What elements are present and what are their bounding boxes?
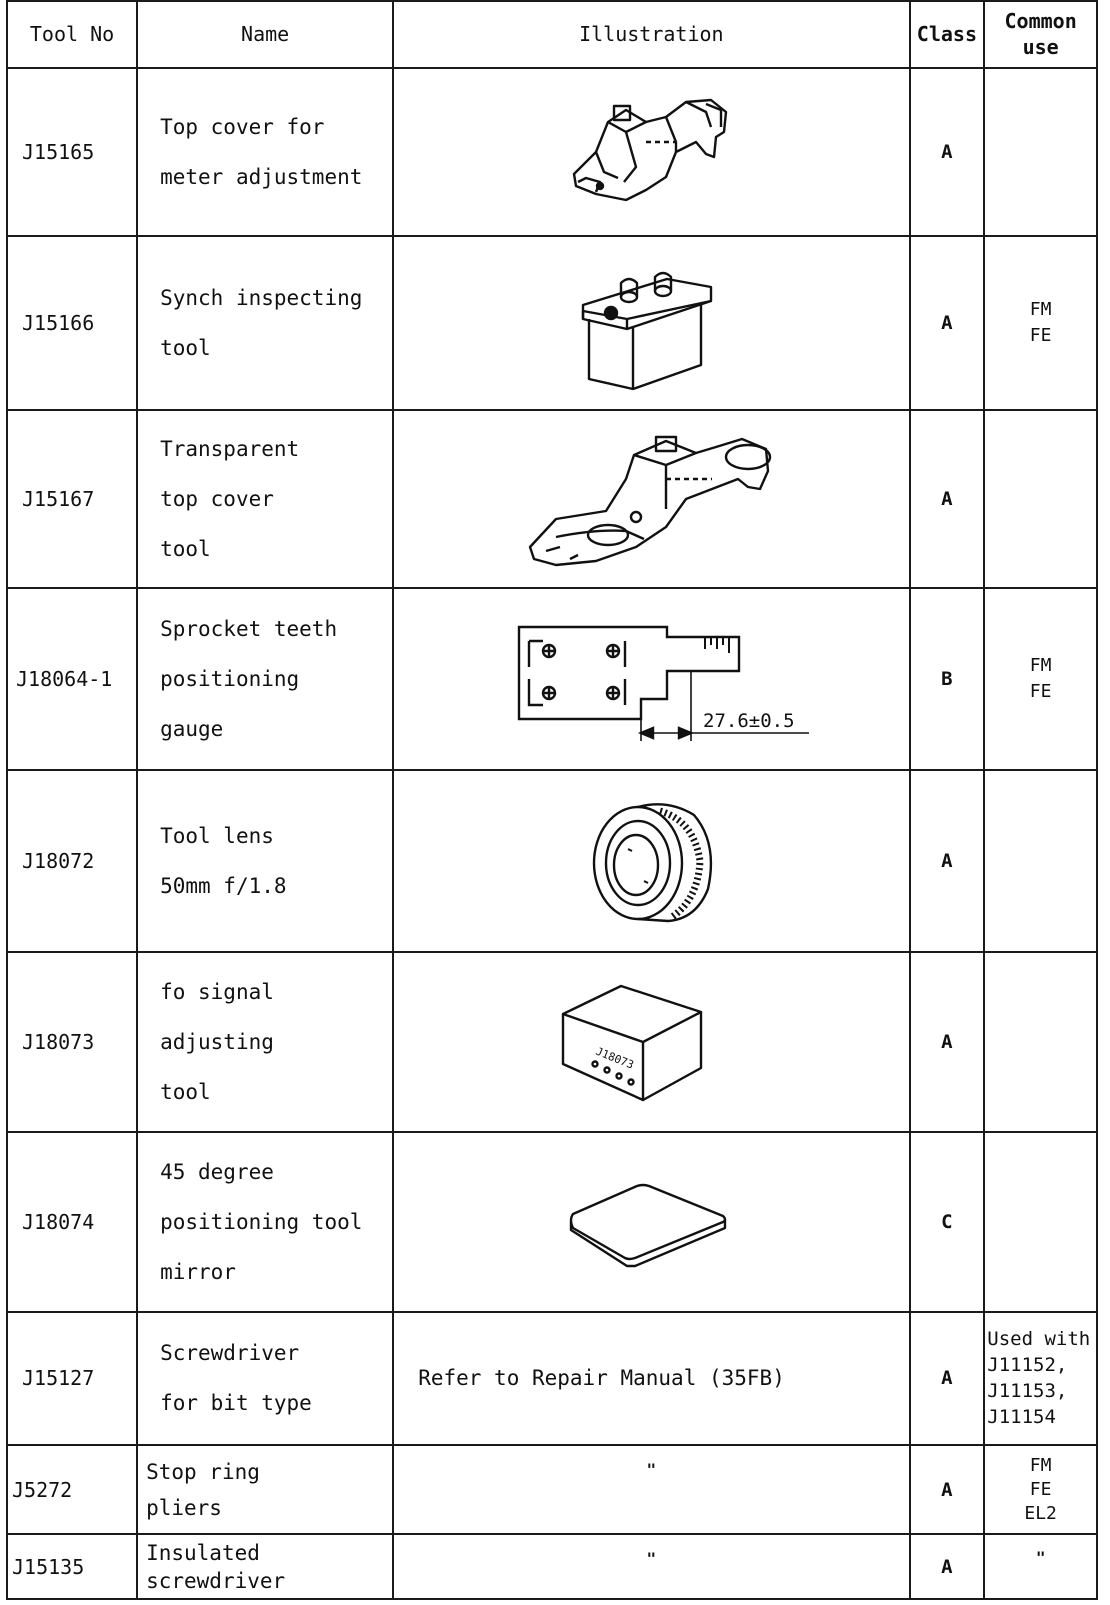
name-line: tool [160, 1079, 211, 1104]
illustration-cell [393, 1132, 909, 1312]
name-line: Transparent [160, 436, 300, 461]
header-row [7, 1, 1097, 68]
illustration-cell [393, 588, 909, 770]
illustration-cell [393, 236, 909, 410]
box-label: J18073 [594, 1044, 636, 1072]
class-cell: A [910, 236, 985, 410]
name-line: for bit type [160, 1391, 312, 1416]
common-use-line: J11154 [987, 1406, 1056, 1429]
header-illustration: Illustration [393, 1, 909, 68]
name-line: Tool lens [160, 823, 274, 848]
name-cell [137, 410, 393, 588]
common-use-line: EL2 [1024, 1502, 1057, 1524]
name-line: 45 degree [160, 1159, 274, 1184]
common-use-line: FE [1029, 1478, 1052, 1500]
illustration-cell [393, 770, 909, 952]
name-line: Synch inspecting [160, 285, 363, 310]
tool-no-cell: J18072 [7, 770, 137, 952]
mirror-drawing [561, 1162, 741, 1282]
illustration-cell [393, 952, 909, 1132]
signal-box-drawing [551, 972, 751, 1112]
name-line: Insulated [146, 1540, 260, 1565]
name-cell [137, 1534, 393, 1599]
name-line: tool [160, 335, 211, 360]
common-use-cell [984, 1312, 1097, 1446]
table-row [7, 236, 1097, 410]
name-line: gauge [160, 716, 224, 741]
name-line: fo signal [160, 979, 274, 1004]
name-line: pliers [146, 1495, 222, 1520]
class-cell: A [910, 68, 985, 236]
class-cell: A [910, 952, 985, 1132]
illustration-cell [393, 1534, 909, 1599]
header-tool-no: Tool No [7, 1, 137, 68]
name-line: positioning tool [160, 1209, 363, 1234]
common-use-line: FM [1029, 654, 1052, 676]
table-row [7, 952, 1097, 1132]
top-cover-drawing [556, 82, 746, 222]
tool-no-cell: J15127 [7, 1312, 137, 1446]
name-cell [137, 1445, 393, 1534]
illustration-cell [393, 410, 909, 588]
common-use-line: " [1035, 1548, 1046, 1568]
header-common-use-line2: use [1022, 35, 1059, 60]
gauge-drawing [491, 609, 811, 749]
name-line: Stop ring [146, 1459, 260, 1484]
common-use-cell [984, 770, 1097, 952]
tool-list-sheet [6, 0, 1102, 1600]
tool-no-cell: J15167 [7, 410, 137, 588]
name-line: Screwdriver [160, 1341, 300, 1366]
table-row [7, 770, 1097, 952]
illustration-cell [393, 68, 909, 236]
header-class: Class [910, 1, 985, 68]
name-line: screwdriver [146, 1568, 286, 1593]
synch-box-drawing [571, 253, 731, 393]
header-common-use-line1: Common [1004, 9, 1077, 34]
name-cell [137, 588, 393, 770]
common-use-cell [984, 236, 1097, 410]
transparent-cover-drawing [516, 419, 786, 579]
tool-no-cell: J18064-1 [7, 588, 137, 770]
lens-drawing [576, 791, 726, 931]
tool-table [6, 0, 1098, 1600]
name-line: mirror [160, 1259, 236, 1284]
ditto-mark: " [646, 1549, 657, 1569]
tool-no-cell: J15165 [7, 68, 137, 236]
tool-no-cell: J5272 [7, 1445, 137, 1534]
name-line: 50mm f/1.8 [160, 873, 287, 898]
class-cell: B [910, 588, 985, 770]
common-use-line: J11152, [987, 1354, 1068, 1377]
name-line: tool [160, 536, 211, 561]
common-use-cell [984, 410, 1097, 588]
header-common-use [984, 1, 1097, 68]
name-line: meter adjustment [160, 164, 363, 189]
common-use-line: FE [1029, 324, 1052, 346]
table-row [7, 1445, 1097, 1534]
name-cell [137, 1132, 393, 1312]
name-cell [137, 1312, 393, 1446]
common-use-line: FE [1029, 680, 1052, 702]
common-use-cell [984, 952, 1097, 1132]
dimension-label: 27.6±0.5 [703, 709, 795, 732]
table-row [7, 68, 1097, 236]
header-name: Name [137, 1, 393, 68]
table-row [7, 588, 1097, 770]
name-line: adjusting [160, 1029, 274, 1054]
name-cell [137, 770, 393, 952]
name-line: Sprocket teeth [160, 616, 338, 641]
table-row [7, 1132, 1097, 1312]
class-cell: A [910, 1534, 985, 1599]
common-use-cell [984, 1445, 1097, 1534]
class-cell: C [910, 1132, 985, 1312]
common-use-cell [984, 1534, 1097, 1599]
tool-no-cell: J18073 [7, 952, 137, 1132]
table-row [7, 410, 1097, 588]
name-cell [137, 952, 393, 1132]
common-use-line: FM [1029, 298, 1052, 320]
tool-no-cell: J15135 [7, 1534, 137, 1599]
common-use-cell [984, 68, 1097, 236]
table-row [7, 1312, 1097, 1446]
tool-no-cell: J15166 [7, 236, 137, 410]
class-cell: A [910, 770, 985, 952]
name-cell [137, 68, 393, 236]
name-cell [137, 236, 393, 410]
class-cell: A [910, 1445, 985, 1534]
common-use-cell [984, 1132, 1097, 1312]
table-row [7, 1534, 1097, 1599]
tool-no-cell: J18074 [7, 1132, 137, 1312]
common-use-line: FM [1029, 1454, 1052, 1476]
class-cell: A [910, 410, 985, 588]
common-use-cell [984, 588, 1097, 770]
ditto-mark: " [646, 1460, 657, 1480]
common-use-line: J11153, [987, 1380, 1068, 1403]
illustration-cell [393, 1445, 909, 1534]
common-use-line: Used with [987, 1328, 1091, 1351]
name-line: Top cover for [160, 114, 325, 139]
name-line: positioning [160, 666, 300, 691]
class-cell: A [910, 1312, 985, 1446]
name-line: top cover [160, 486, 274, 511]
illustration-cell: Refer to Repair Manual (35FB) [393, 1312, 909, 1446]
